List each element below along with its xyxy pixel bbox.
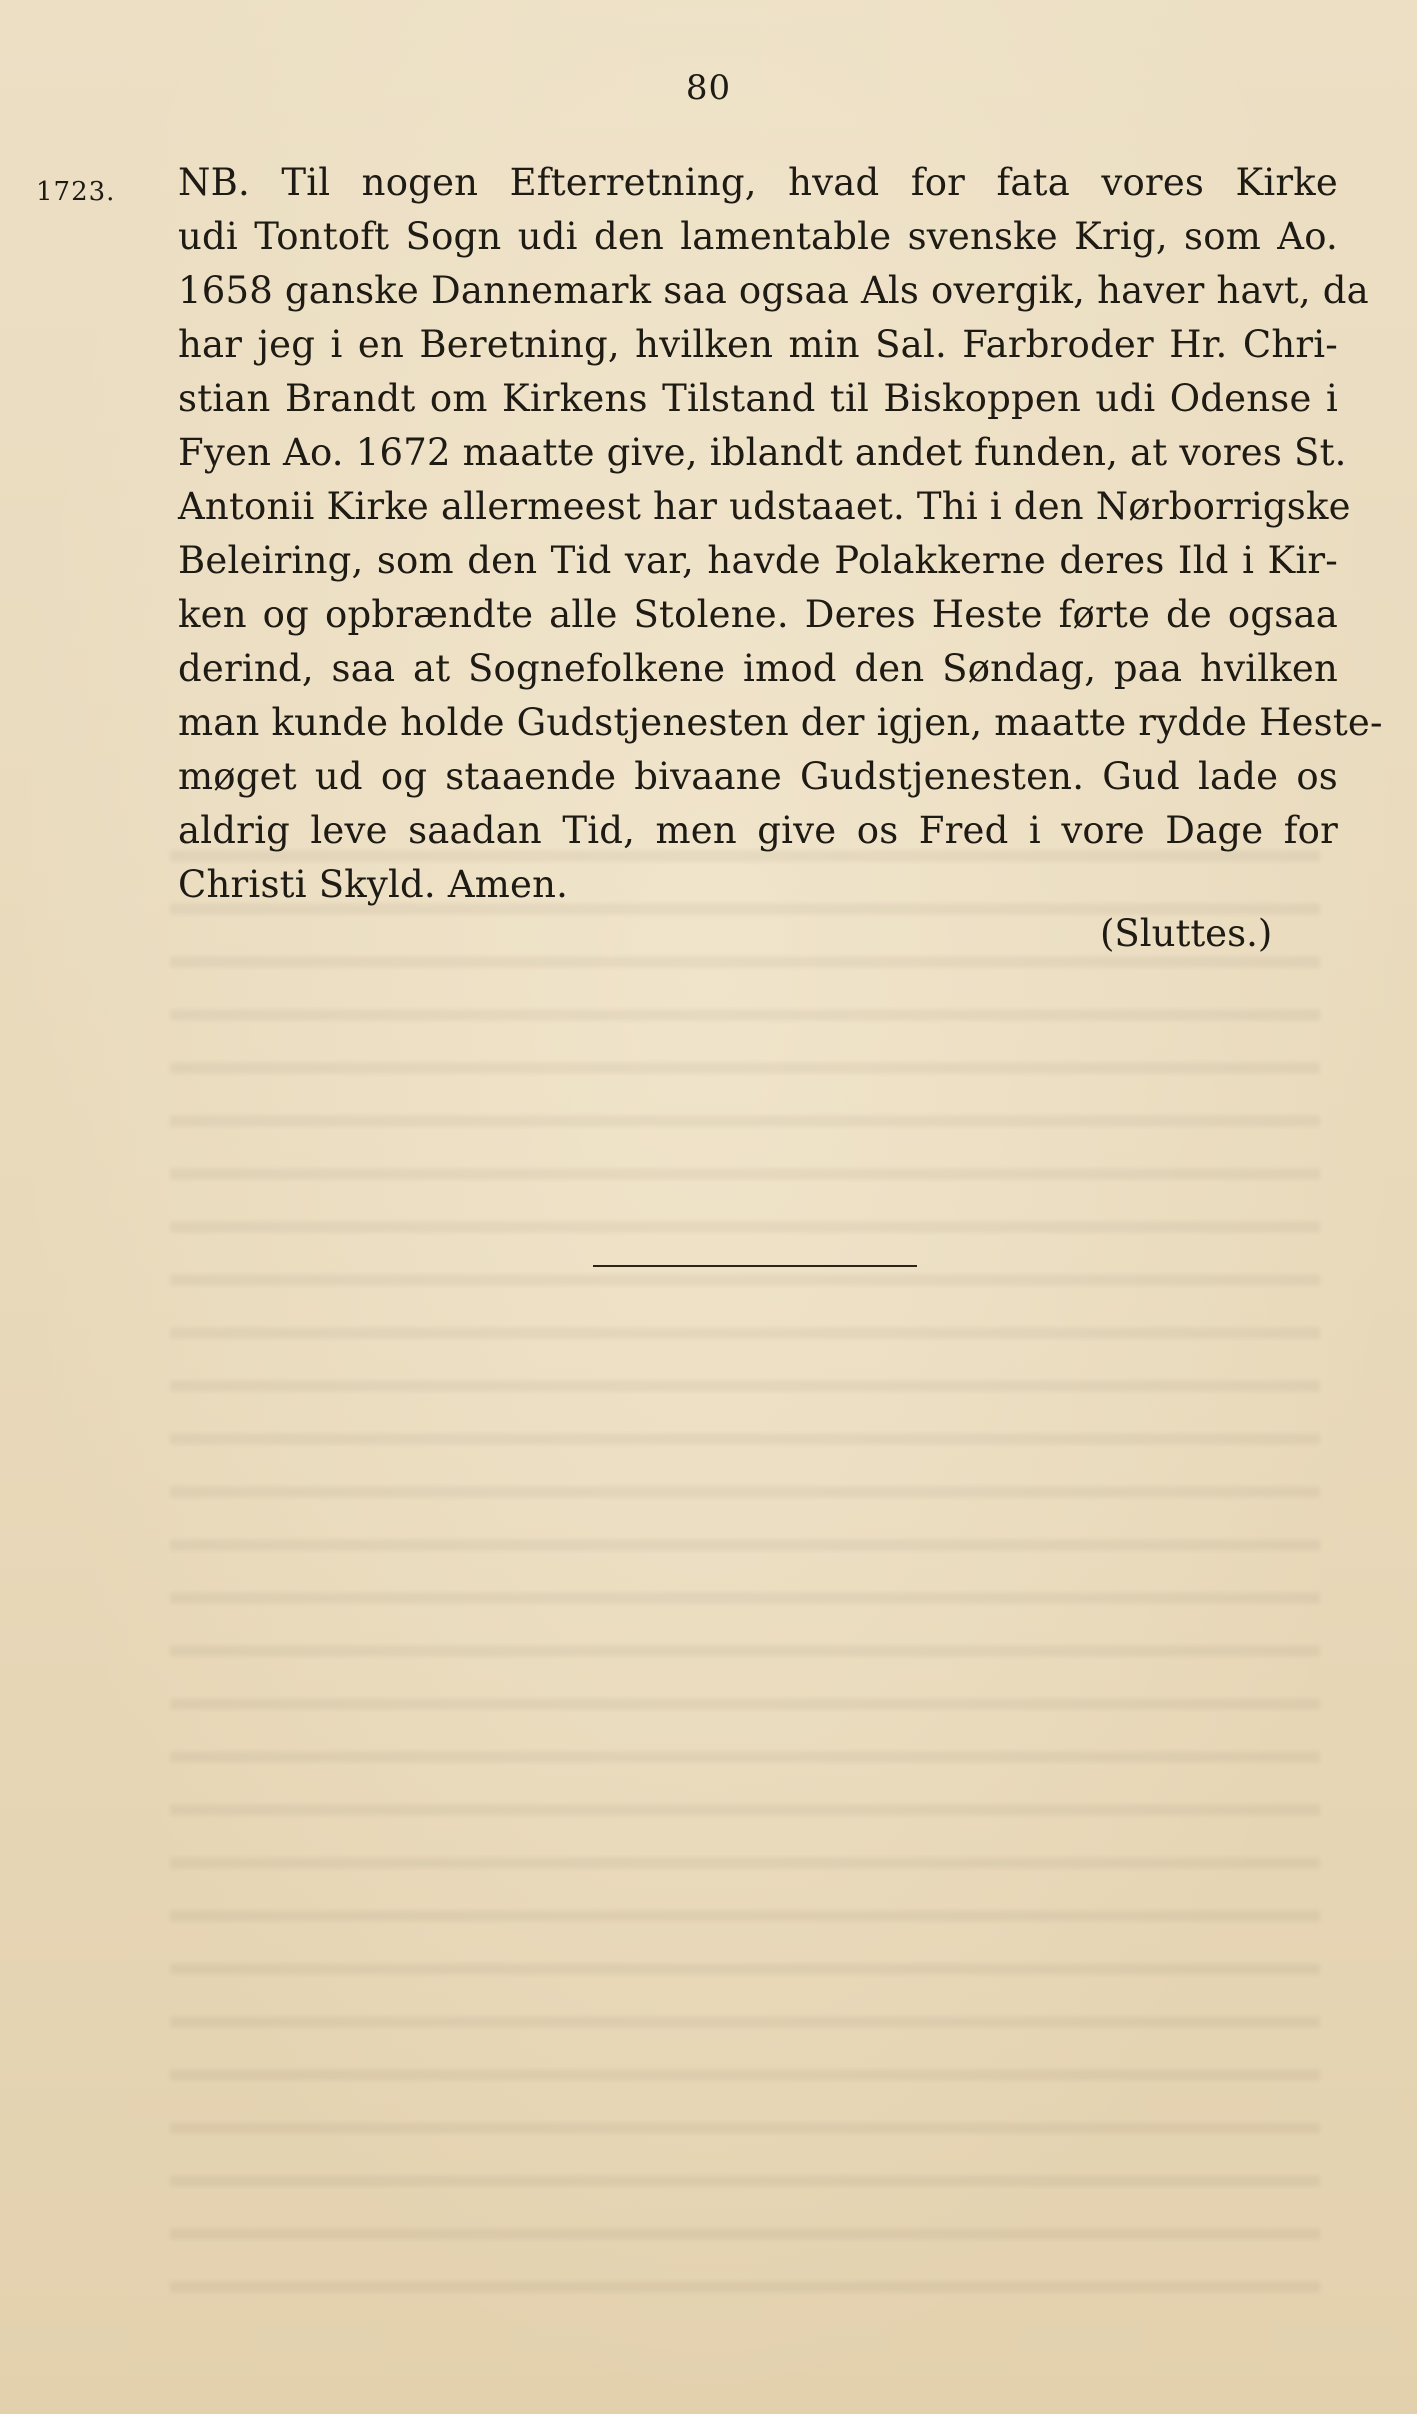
text-line: derind, saa at Sognefolkene imod den Søndag, paa hvilken xyxy=(178,647,1338,690)
text-line: stian Brandt om Kirkens Tilstand til Biskoppen udi Odense i xyxy=(178,377,1338,420)
text-line: man kunde holde Gudstjenesten der igjen, maatte rydde Heste- xyxy=(178,701,1383,744)
text-line: 1658 ganske Dannemark saa ogsaa Als overgik, haver havt, da xyxy=(178,269,1369,312)
text-line: Antonii Kirke allermeest har udstaaet. Thi i den Nørborrigske xyxy=(178,485,1351,528)
margin-year: 1723. xyxy=(36,177,116,207)
text-line: ken og opbrændte alle Stolene. Deres Heste førte de ogsaa xyxy=(178,593,1338,636)
bleed-through-texture xyxy=(170,820,1320,2320)
text-line: NB. Til nogen Efterretning, hvad for fata vores Kirke xyxy=(178,161,1338,204)
page-number: 80 xyxy=(685,68,732,108)
text-line: har jeg i en Beretning, hvilken min Sal. Farbroder Hr. Chri- xyxy=(178,323,1338,366)
text-line: Fyen Ao. 1672 maatte give, iblandt andet funden, at vores St. xyxy=(178,431,1347,474)
section-divider xyxy=(593,1265,917,1267)
text-line: aldrig leve saadan Tid, men give os Fred i vore Dage for xyxy=(178,809,1338,852)
body-paragraph xyxy=(178,156,1383,912)
text-line: Beleiring, som den Tid var, havde Polakkerne deres Ild i Kir- xyxy=(178,539,1338,582)
text-line: Christi Skyld. Amen. xyxy=(178,863,569,906)
text-line: udi Tontoft Sogn udi den lamentable svenske Krig, som Ao. xyxy=(178,215,1338,258)
text-line: møget ud og staaende bivaane Gudstjenesten. Gud lade os xyxy=(178,755,1338,798)
signoff: (Sluttes.) xyxy=(1100,912,1273,955)
